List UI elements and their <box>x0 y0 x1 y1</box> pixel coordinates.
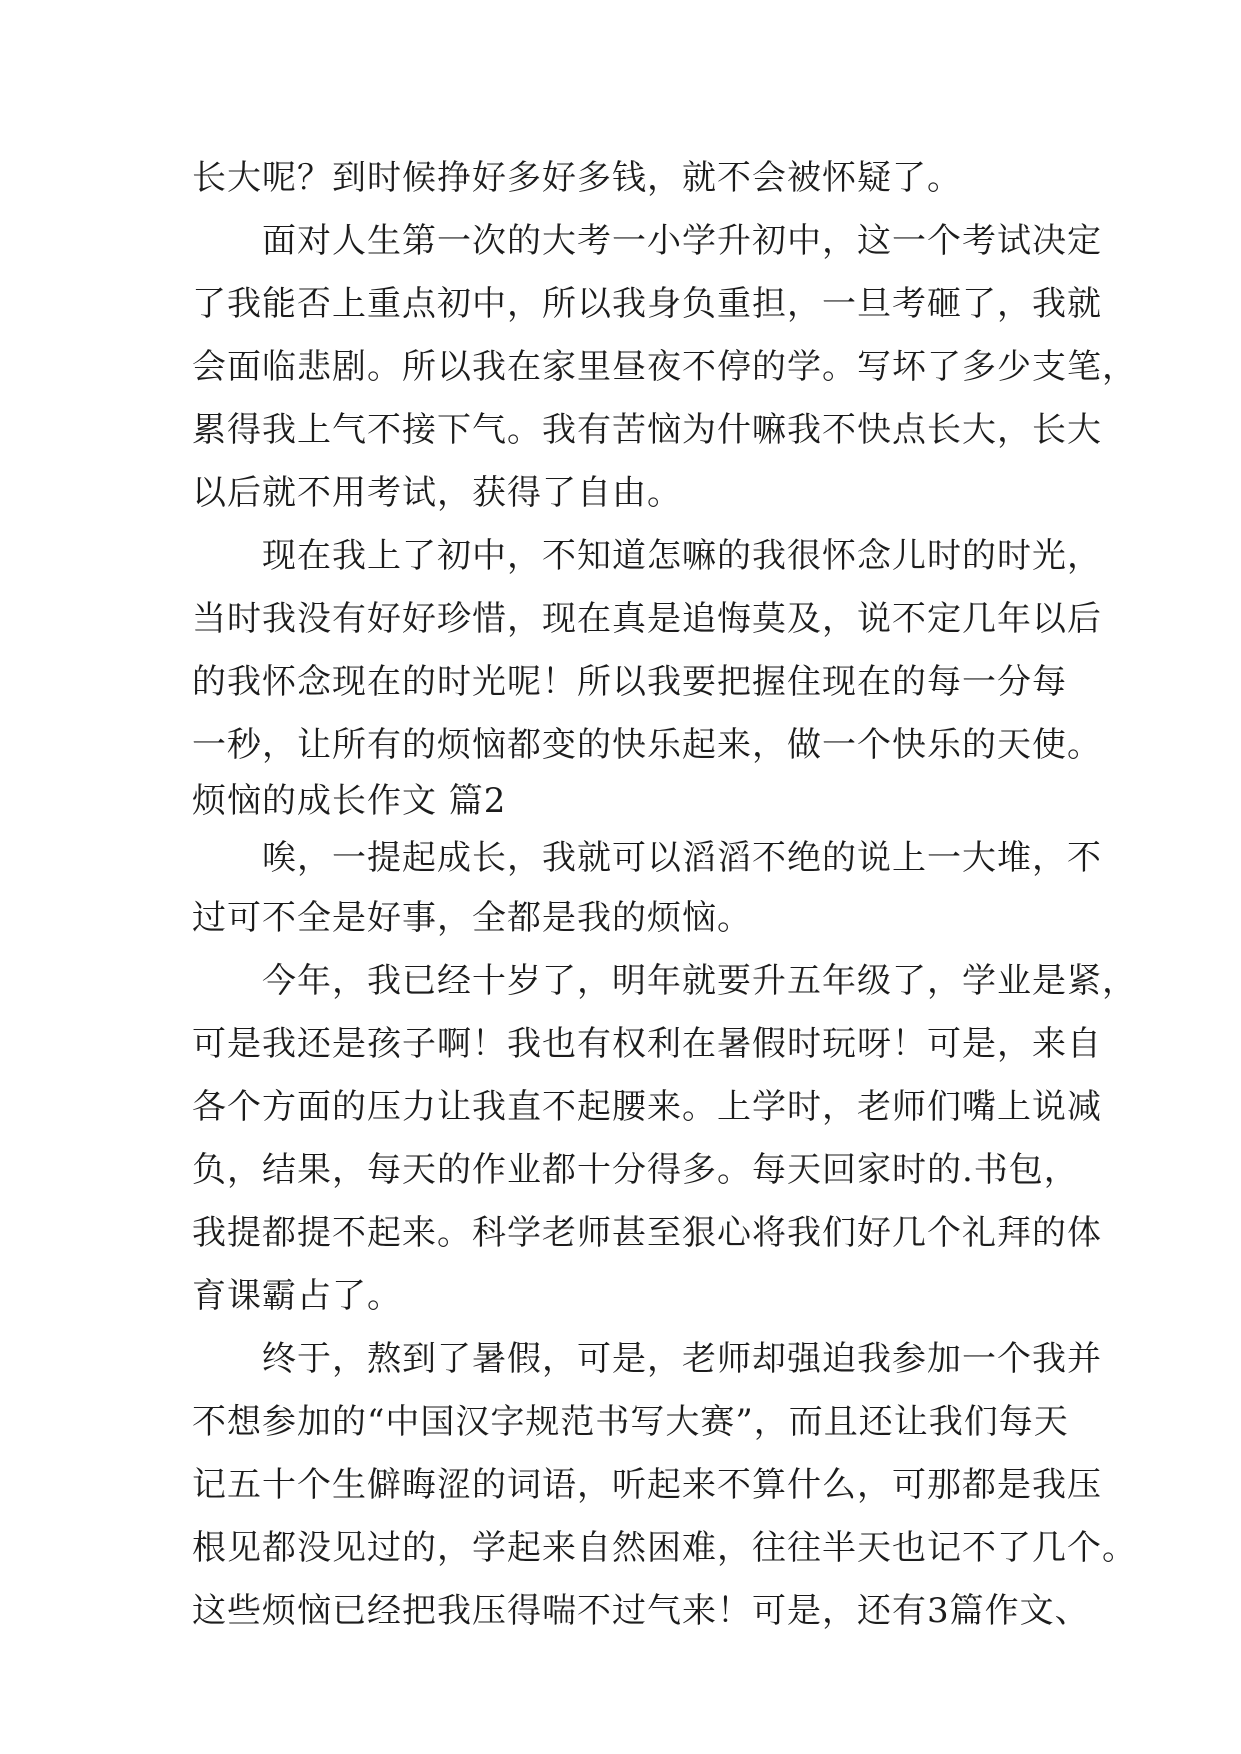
text-line: 过可不全是好事，全都是我的烦恼。 <box>192 898 752 938</box>
text-line: 的我怀念现在的时光呢！所以我要把握住现在的每一分每 <box>192 662 1067 702</box>
text-line: 今年，我已经十岁了，明年就要升五年级了，学业是紧， <box>192 961 1137 1001</box>
text-line: 以后就不用考试，获得了自由。 <box>192 473 682 513</box>
text-line: 了我能否上重点初中，所以我身负重担，一旦考砸了，我就 <box>192 284 1102 324</box>
text-line: 现在我上了初中，不知道怎嘛的我很怀念儿时的时光， <box>192 536 1102 576</box>
text-line: 我提都提不起来。科学老师甚至狠心将我们好几个礼拜的体 <box>192 1213 1102 1253</box>
text-line: 记五十个生僻晦涩的词语，听起来不算什么，可那都是我压 <box>192 1465 1102 1505</box>
text-line: 各个方面的压力让我直不起腰来。上学时，老师们嘴上说减 <box>192 1087 1102 1127</box>
text-line: 当时我没有好好珍惜，现在真是追悔莫及，说不定几年以后 <box>192 599 1102 639</box>
text-line: 这些烦恼已经把我压得喘不过气来！可是，还有3篇作文、 <box>192 1591 1090 1631</box>
text-line: 根见都没见过的，学起来自然困难，往往半天也记不了几个。 <box>192 1528 1137 1568</box>
text-line: 会面临悲剧。所以我在家里昼夜不停的学。写坏了多少支笔， <box>192 347 1137 387</box>
text-line: 一秒，让所有的烦恼都变的快乐起来，做一个快乐的天使。 <box>192 725 1102 765</box>
text-line: 面对人生第一次的大考一小学升初中，这一个考试决定 <box>192 221 1102 261</box>
text-line: 可是我还是孩子啊！我也有权利在暑假时玩呀！可是，来自 <box>192 1024 1102 1064</box>
text-line: 负，结果，每天的作业都十分得多。每天回家时的.书包， <box>192 1150 1079 1190</box>
text-line: 唉，一提起成长，我就可以滔滔不绝的说上一大堆，不 <box>192 838 1102 878</box>
section-heading: 烦恼的成长作文 篇2 <box>192 781 507 821</box>
text-line: 不想参加的“中国汉字规范书写大赛”，而且还让我们每天 <box>192 1402 1069 1442</box>
text-line: 累得我上气不接下气。我有苦恼为什嘛我不快点长大，长大 <box>192 410 1102 450</box>
text-line: 长大呢？到时候挣好多好多钱，就不会被怀疑了。 <box>192 158 962 198</box>
text-line: 终于，熬到了暑假，可是，老师却强迫我参加一个我并 <box>192 1339 1102 1379</box>
text-line: 育课霸占了。 <box>192 1276 402 1316</box>
